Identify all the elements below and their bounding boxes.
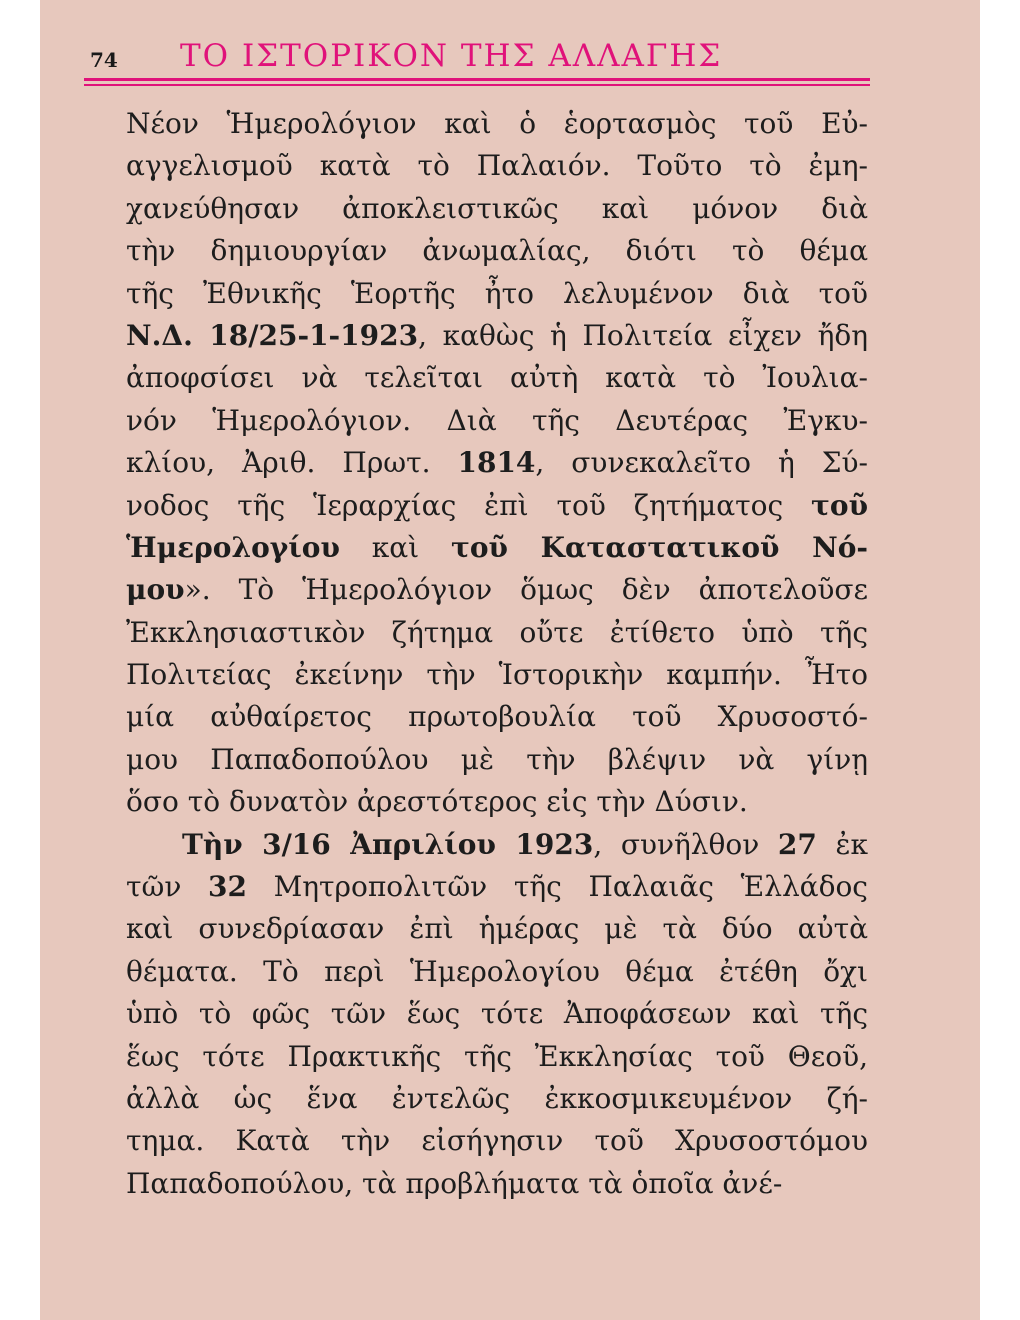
text-segment: , καθὼς ἡ Πολιτεία εἶχεν ἤδη (418, 318, 868, 352)
text-segment: , συνεκαλεῖτο ἡ Σύ- (535, 446, 868, 480)
text-segment: ἐκ (816, 827, 868, 861)
header-rule-thick (84, 78, 870, 81)
text-segment: Ἐκκλησιαστικὸν ζήτημα οὔτε ἐτίθετο ὑπὸ τῆς (126, 615, 868, 649)
text-segment: θέματα. Τὸ περὶ Ἡμερολογίου θέμα ἐτέθη ὄχι (126, 954, 868, 988)
text-segment: ὑπὸ τὸ φῶς τῶν ἕως τότε Ἀποφάσεων καὶ τῆς (126, 997, 868, 1031)
text-line (126, 739, 868, 781)
text-segment: αγγελισμοῦ κατὰ τὸ Παλαιόν. Τοῦτο τὸ ἐμη- (126, 149, 868, 183)
bold-text-segment: τοῦ Καταστατικοῦ Νό- (451, 530, 869, 564)
text-segment: μου Παπαδοπούλου μὲ τὴν βλέψιν νὰ γίνῃ (126, 742, 868, 776)
text-line (126, 1078, 868, 1120)
text-line (126, 908, 868, 950)
page-number: 74 (90, 48, 118, 72)
text-line (126, 527, 868, 569)
bold-text-segment: 32 (208, 870, 247, 904)
text-line (126, 612, 868, 654)
header-rule-thin (84, 84, 870, 86)
text-segment: ». Τὸ Ἡμερολόγιον ὅμως δὲν ἀποτελοῦσε (184, 573, 868, 607)
running-title: ΤΟ ΙΣΤΟΡΙΚΟΝ ΤΗΣ ΑΛΛΑΓΗΣ (180, 38, 723, 74)
text-line (126, 273, 868, 315)
text-line (126, 188, 868, 230)
text-line (126, 230, 868, 272)
text-line (126, 1120, 868, 1162)
text-line (126, 951, 868, 993)
text-segment: κλίου, Ἀριθ. Πρωτ. (126, 446, 458, 480)
text-line (126, 993, 868, 1035)
text-segment: ἕως τότε Πρακτικῆς τῆς Ἐκκλησίας τοῦ Θεοῦ, (126, 1039, 868, 1073)
text-line (126, 1036, 868, 1078)
text-line (126, 654, 868, 696)
text-line (126, 866, 868, 908)
text-line (126, 485, 868, 527)
bold-text-segment: Ἡμερολογίου (126, 530, 340, 564)
text-line (126, 781, 868, 823)
text-line (126, 357, 868, 399)
text-segment: Μητροπολιτῶν τῆς Παλαιᾶς Ἑλλάδος (246, 870, 868, 904)
text-line (126, 400, 868, 442)
text-line (126, 569, 868, 611)
page-header (90, 36, 870, 80)
text-segment: τημα. Κατὰ τὴν εἰσήγησιν τοῦ Χρυσοστόμου (126, 1124, 868, 1158)
text-line (126, 1163, 868, 1205)
text-segment: τὴν δημιουργίαν ἀνωμαλίας, διότι τὸ θέμα (126, 234, 868, 268)
bold-text-segment: Ν.Δ. 18/25-1-1923 (126, 318, 419, 352)
text-segment: νόν Ἡμερολόγιον. Διὰ τῆς Δευτέρας Ἐγκυ- (126, 403, 868, 437)
text-segment: μία αὐθαίρετος πρωτοβουλία τοῦ Χρυσοστό- (126, 700, 868, 734)
text-segment: καὶ (339, 530, 451, 564)
text-segment: Παπαδοπούλου, τὰ προβλήματα τὰ ὁποῖα ἀνέ- (126, 1166, 783, 1200)
bold-text-segment: τοῦ (811, 488, 868, 522)
text-segment: ἀλλὰ ὡς ἕνα ἐντελῶς ἐκκοσμικευμένον ζή- (126, 1081, 868, 1115)
body-text (126, 103, 868, 1205)
text-segment: τῆς Ἐθνικῆς Ἑορτῆς ἦτο λελυμένον διὰ τοῦ (126, 276, 868, 310)
text-line (126, 442, 868, 484)
text-line (126, 824, 868, 866)
text-line (126, 145, 868, 187)
text-segment: , συνῆλθον (593, 827, 778, 861)
text-segment: τῶν (126, 870, 208, 904)
bold-text-segment: Τὴν 3/16 Ἀπριλίου 1923 (182, 827, 594, 861)
text-segment: ἀποφσίσει νὰ τελεῖται αὐτὴ κατὰ τὸ Ἰουλια- (126, 361, 868, 395)
bold-text-segment: 27 (777, 827, 817, 861)
text-line (126, 103, 868, 145)
text-segment: Νέον Ἡμερολόγιον καὶ ὁ ἑορτασμὸς τοῦ Εὐ- (126, 107, 868, 140)
text-segment: Πολιτείας ἐκείνην τὴν Ἱστορικὴν καμπήν. Ἦτο (126, 658, 868, 692)
text-segment: νοδος τῆς Ἱεραρχίας ἐπὶ τοῦ ζητήματος (126, 488, 812, 522)
text-segment: καὶ συνεδρίασαν ἐπὶ ἡμέρας μὲ τὰ δύο αὐτὰ (126, 912, 868, 946)
text-line (126, 315, 868, 357)
bold-text-segment: μου (126, 573, 185, 607)
text-segment: ὅσο τὸ δυνατὸν ἀρεστότερος εἰς τὴν Δύσιν. (126, 785, 748, 819)
text-segment: χανεύθησαν ἀποκλειστικῶς καὶ μόνον διὰ (126, 191, 868, 225)
text-line (126, 696, 868, 738)
bold-text-segment: 1814 (457, 446, 536, 480)
